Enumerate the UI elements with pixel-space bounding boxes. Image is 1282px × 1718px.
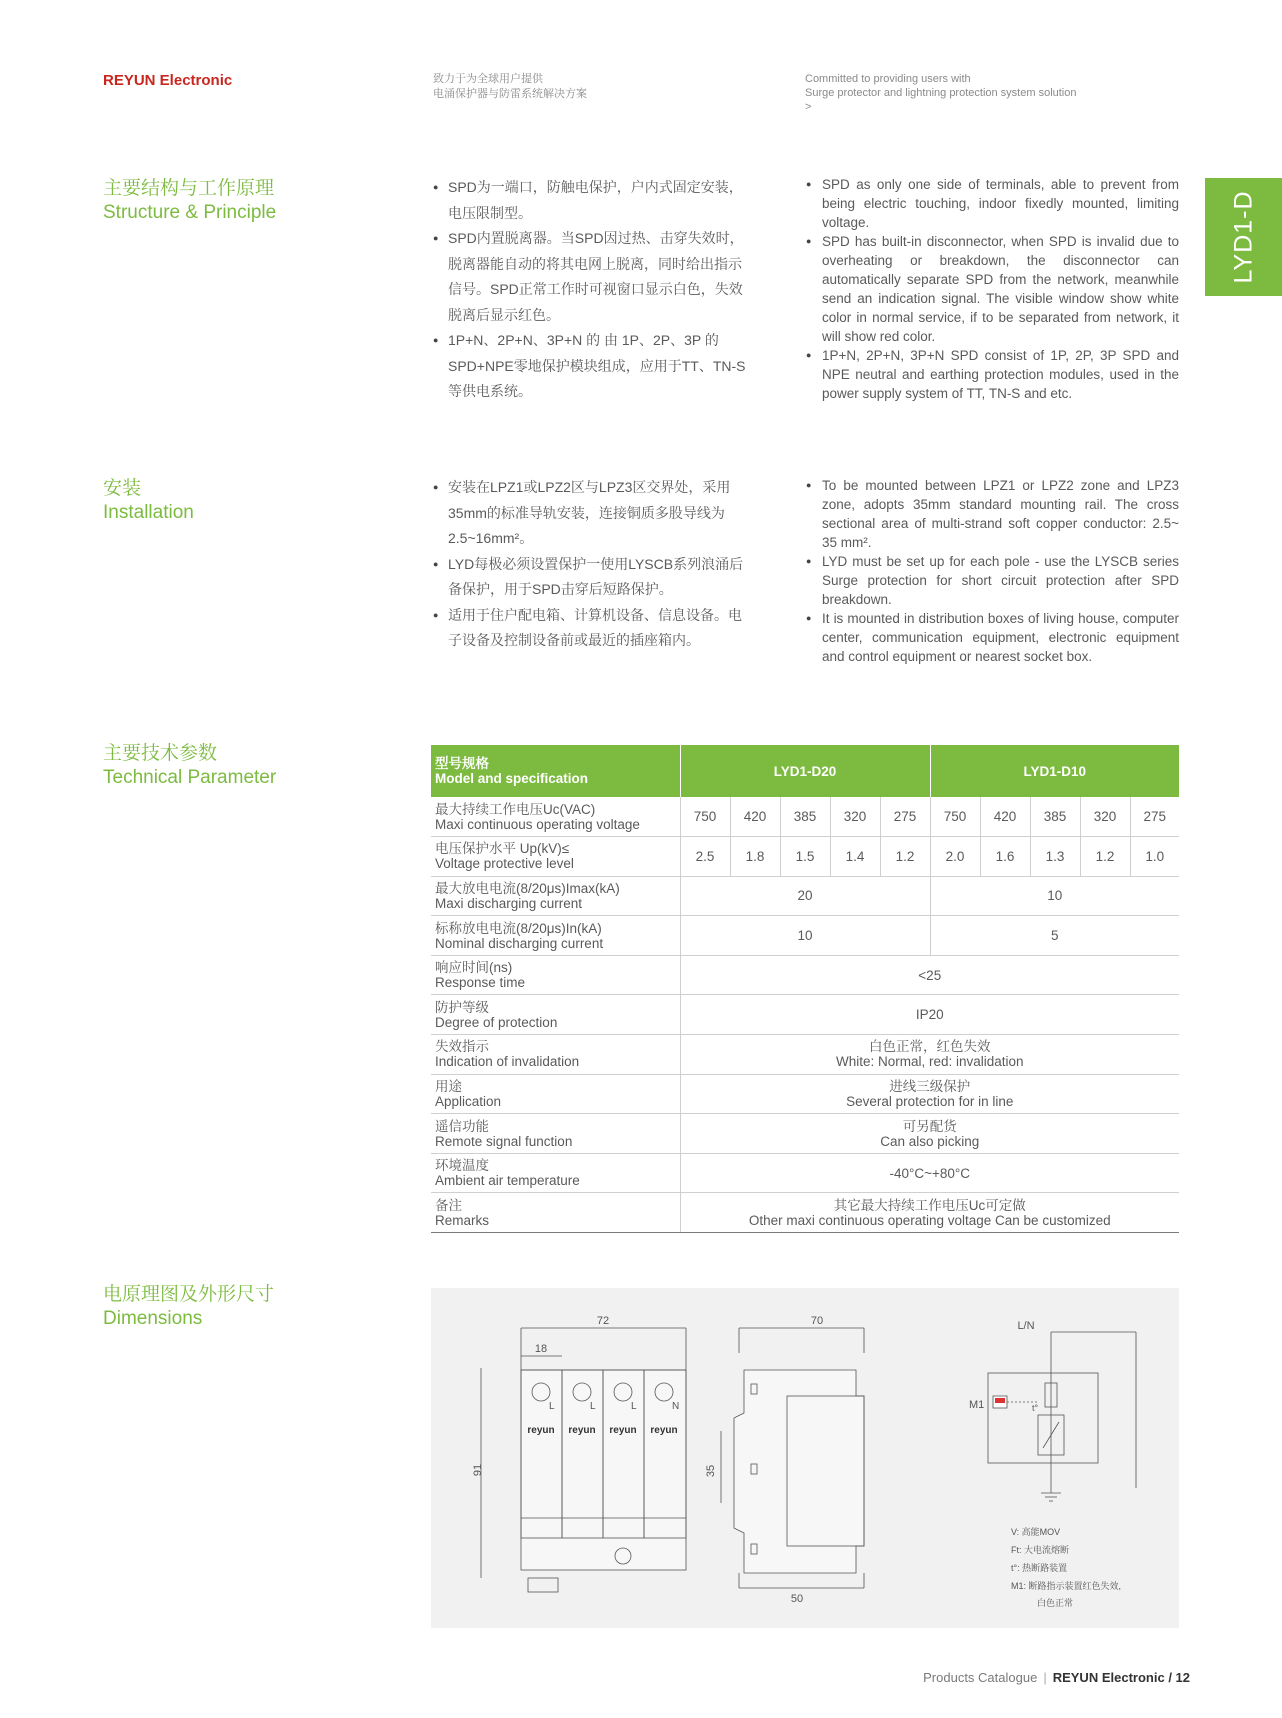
list-item: ● LYD must be set up for each pole - use the LYSCB series Surge protection for short circuit protection after SPD breakdown. [806,552,1179,609]
legend-line: Ft: 大电流熔断 [1011,1545,1069,1555]
brand-name: REYUN Electronic [103,72,233,89]
technical-title-cn: 主要技术参数 [103,743,218,764]
model-a-header: LYD1-D20 [680,745,930,797]
dim-35-label: 35 [705,1464,717,1478]
row-label [431,1035,680,1075]
table-row [431,1074,1179,1114]
cell-cn: 可另配货 [902,1118,957,1134]
row-label-cn: 失效指示 [435,1039,489,1055]
row-label-en: Voltage protective level [435,856,574,872]
header-label-cn: 型号规格 [435,756,489,771]
table-row [431,797,1179,837]
structure-en-list [806,175,1179,403]
side-tab-label: LYD1-D [1229,190,1257,284]
legend-line: t°: 热断路装置 [1011,1563,1068,1573]
list-item: ● 1P+N、2P+N、3P+N 的 由 1P、2P、3P 的SPD+NPE零地保护模块组成，应用于TT、TN-S等供电系统。 [433,328,749,405]
product-side-tab [1205,178,1282,296]
row-label [431,955,680,995]
header-cn-line: 电涌保护器与防雷系统解决方案 [433,88,587,100]
row-label-cn: 响应时间(ns) [435,960,513,976]
row-label-cn: 电压保护水平 Up(kV)≤ [435,841,570,857]
row-label-en: Response time [435,975,526,991]
table-cell: 1.4 [830,837,880,877]
table-cell: IP20 [680,995,1179,1035]
dimensions-title-cn: 电原理图及外形尺寸 [103,1284,275,1305]
dim-50-label: 50 [790,1593,804,1605]
row-label [431,1153,680,1193]
module-brand: reyun [609,1425,637,1436]
cell-cn: 白色正常，红色失效 [869,1039,991,1055]
row-label-cn: 标称放电电流(8/20μs)In(kA) [435,920,602,936]
table-cell: 1.5 [780,837,830,877]
dimensions-title-en: Dimensions [103,1308,203,1329]
cell-en: White: Normal, red: invalidation [835,1054,1024,1070]
structure-title-cn: 主要结构与工作原理 [103,178,275,199]
installation-cn-list [433,475,749,654]
row-label-cn: 环境温度 [435,1158,489,1174]
table-cell: 420 [980,797,1030,837]
table-row [431,1114,1179,1154]
cell-en: Several protection for in line [846,1093,1014,1109]
structure-title-en: Structure & Principle [103,202,277,223]
pole-label: L [590,1401,596,1412]
cell-en: Can also picking [880,1133,980,1149]
pole-label: N [672,1401,680,1412]
table-cell [680,1193,1179,1233]
row-label-en: Remote signal function [435,1133,573,1149]
circuit-m1-label: M1 [969,1399,985,1411]
page-footer [923,1670,1190,1685]
header-cn-line: 致力于为全球用户提供 [433,73,543,85]
circuit-ln-label: L/N [1017,1320,1035,1332]
technical-title [103,742,276,790]
row-label-en: Indication of invalidation [435,1054,580,1070]
table-cell: 10 [930,876,1179,916]
footer-separator: | [1043,1670,1047,1685]
table-row [431,995,1179,1035]
table-cell: -40°C~+80°C [680,1153,1179,1193]
row-label [431,1193,680,1233]
installation-title [103,477,194,525]
header-label-en: Model and specification [435,771,589,786]
cell-en: Other maxi continuous operating voltage Can be customized [748,1212,1111,1228]
list-item: ● SPD as only one side of terminals, able to prevent from being electric touching, indoor fixedly mounted, limiting voltage. [806,175,1179,232]
table-cell: 1.2 [880,837,930,877]
row-label [431,876,680,916]
row-label-en: Maxi discharging current [435,895,583,911]
table-cell: 1.0 [1130,837,1179,877]
table-row [431,1035,1179,1075]
list-item: ● To be mounted between LPZ1 or LPZ2 zone and LPZ3 zone, adopts 35mm standard mounting rail. The cross sectional area of multi-strand soft copper conductor: 2.5~ 35 mm². [806,476,1179,552]
list-item: ● 适用于住户配电箱、计算机设备、信息设备。电子设备及控制设备前或最近的插座箱内。 [433,603,749,654]
table-cell: 1.3 [1030,837,1080,877]
row-label-en: Ambient air temperature [435,1173,580,1189]
table-cell: 2.5 [680,837,730,877]
table-row [431,955,1179,995]
table-cell [680,1035,1179,1075]
table-cell: 275 [880,797,930,837]
installation-title-cn: 安装 [103,478,142,499]
table-cell: 1.8 [730,837,780,877]
row-label-cn: 最大放电电流(8/20μs)Imax(kA) [435,880,620,896]
row-label-en: Nominal discharging current [435,935,604,951]
structure-cn-list [433,175,749,405]
model-b-header: LYD1-D10 [930,745,1179,797]
cell-cn: 其它最大持续工作电压Uc可定做 [833,1197,1026,1213]
row-label [431,1114,680,1154]
table-cell: 320 [1080,797,1130,837]
row-label-en: Remarks [435,1212,490,1228]
table-cell: 420 [730,797,780,837]
table-cell: 2.0 [930,837,980,877]
header-slogan-en [805,72,1077,114]
front-view [472,1315,686,1592]
side-view [705,1315,864,1605]
table-cell: 750 [930,797,980,837]
footer-brand: REYUN Electronic [1052,1670,1165,1685]
header-slogan-cn [433,72,587,102]
table-cell [680,1114,1179,1154]
circuit-diagram [969,1320,1136,1608]
installation-en-list [806,476,1179,666]
list-item: ● SPD为一端口，防触电保护，户内式固定安装，电压限制型。 [433,175,749,226]
row-label-cn: 遥信功能 [435,1118,489,1134]
page-number: / 12 [1168,1670,1190,1685]
legend-line: M1: 断路指示装置红色失效, [1011,1581,1122,1591]
table-row [431,916,1179,956]
dimensions-drawing [431,1288,1179,1628]
table-row [431,1153,1179,1193]
cell-cn: 进线三级保护 [889,1078,971,1094]
dim-70-label: 70 [810,1315,824,1327]
list-item: ● SPD内置脱离器。当SPD因过热、击穿失效时，脱离器能自动的将其电网上脱离，同时给出指示信号。SPD正常工作时可视窗口显示白色，失效脱离后显示红色。 [433,226,749,328]
row-label-en: Maxi continuous operating voltage [435,816,640,832]
row-label-cn: 用途 [435,1078,462,1094]
table-row [431,837,1179,877]
list-item: ● LYD每极必须设置保护一使用LYSCB系列浪涌后备保护，用于SPD击穿后短路保护。 [433,552,749,603]
row-label [431,995,680,1035]
pole-label: L [549,1401,555,1412]
module-brand: reyun [527,1425,555,1436]
table-header-row [431,745,1179,797]
row-label-cn: 备注 [435,1197,462,1213]
table-cell [680,1074,1179,1114]
installation-title-en: Installation [103,502,194,523]
header-en-line: Surge protector and lightning protection system solution [805,87,1077,99]
dim-18-label: 18 [534,1343,548,1355]
table-cell: <25 [680,955,1179,995]
technical-title-en: Technical Parameter [103,767,277,788]
row-label [431,837,680,877]
list-item: ● SPD has built-in disconnector, when SPD is invalid due to overheating or breakdown, the disconnector can automatically separate SPD from the network, meanwhile send an indication signal. The visible window show white color in normal service, if to be separated from network, it will show red color. [806,232,1179,346]
list-item: ● 安装在LPZ1或LPZ2区与LPZ3区交界处，采用35mm的标准导轨安装，连接铜质多股导线为2.5~16mm²。 [433,475,749,552]
row-label-en: Degree of protection [435,1014,558,1030]
table-cell: 385 [780,797,830,837]
header-arrow: > [805,101,812,113]
module-brand: reyun [650,1425,678,1436]
module-brand: reyun [568,1425,596,1436]
row-label [431,916,680,956]
legend-line: 白色正常 [1037,1598,1074,1608]
row-label-en: Application [435,1093,502,1109]
legend-line: V: 高能MOV [1011,1527,1061,1537]
dim-72-label: 72 [596,1315,610,1327]
table-row [431,876,1179,916]
table-cell: 385 [1030,797,1080,837]
list-item: ● It is mounted in distribution boxes of living house, computer center, communication equipment, electronic equipment and control equipment or nearest socket box. [806,609,1179,666]
list-item: ● 1P+N, 2P+N, 3P+N SPD consist of 1P, 2P, 3P SPD and NPE neutral and earthing protection modules, used in the power supply system of TT, TN-S and etc. [806,346,1179,403]
table-cell: 320 [830,797,880,837]
table-cell: 750 [680,797,730,837]
row-label-cn: 防护等级 [435,999,489,1015]
row-label [431,1074,680,1114]
row-label-cn: 最大持续工作电压Uc(VAC) [435,801,596,817]
table-row [431,1193,1179,1233]
circuit-t-label: t° [1032,1403,1039,1413]
spec-table [431,745,1179,1233]
table-cell: 1.6 [980,837,1030,877]
footer-catalogue: Products Catalogue [923,1670,1038,1685]
dimensions-title [103,1283,274,1331]
table-cell: 5 [930,916,1179,956]
row-label [431,797,680,837]
header-en-line: Committed to providing users with [805,73,971,85]
table-cell: 20 [680,876,930,916]
table-cell: 275 [1130,797,1179,837]
table-cell: 1.2 [1080,837,1130,877]
spec-header-label [431,745,680,797]
pole-label: L [631,1401,637,1412]
dimensions-drawing-panel [431,1288,1179,1628]
dim-91-label: 91 [472,1463,484,1477]
structure-title [103,177,276,225]
table-cell: 10 [680,916,930,956]
